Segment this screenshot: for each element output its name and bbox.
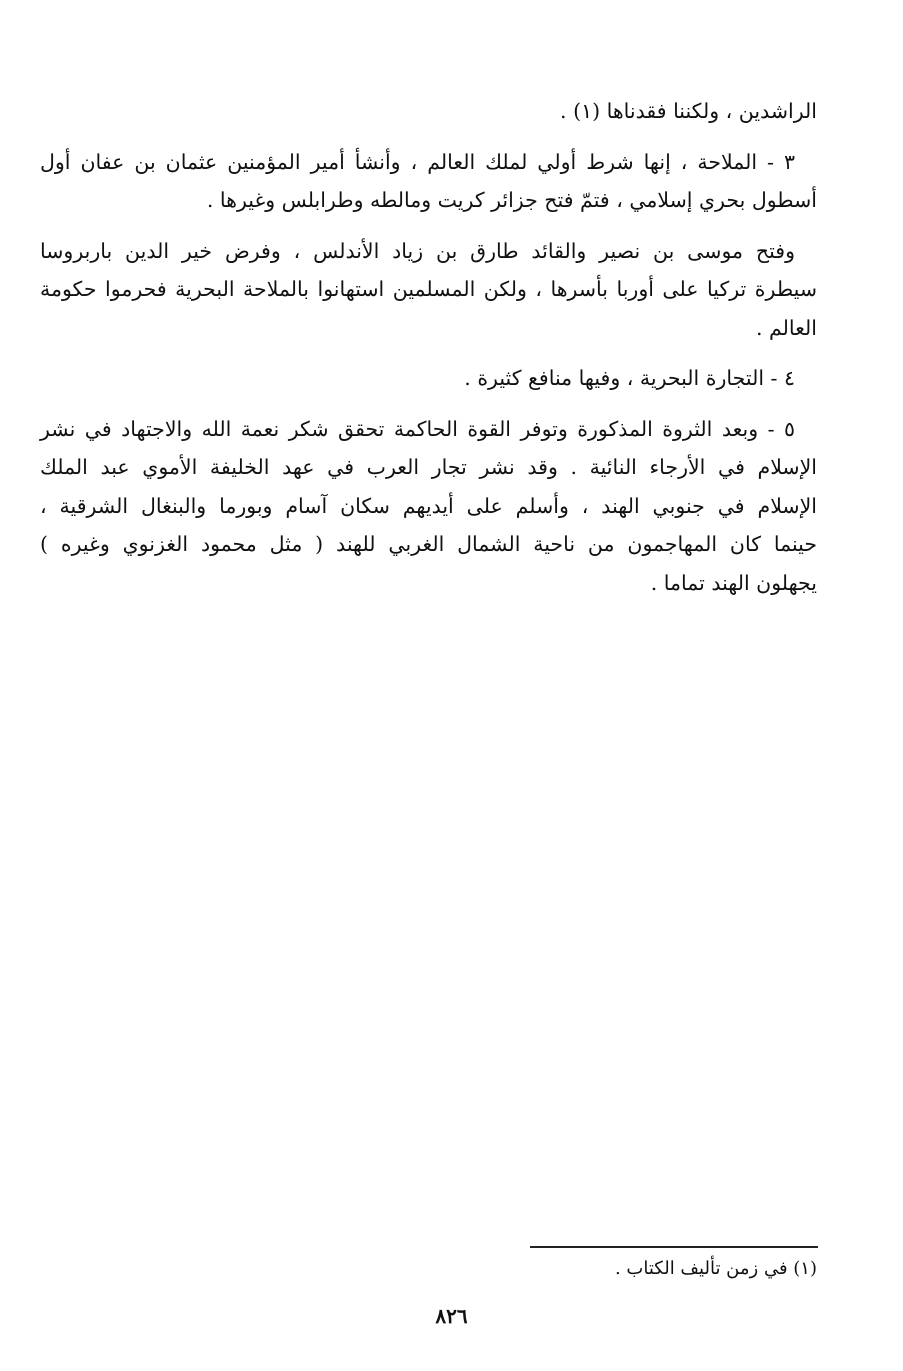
page-number: ٨٢٦ — [435, 1304, 468, 1328]
paragraph-2 — [40, 143, 817, 220]
paragraph-3 — [40, 232, 817, 348]
paragraph-1 — [40, 92, 817, 131]
text-line: الإسلام في جنوبي الهند ، وأسلم على أيديهم سكان آسام وبورما والبنغال الشرقية ، — [40, 493, 817, 518]
body-text — [40, 92, 817, 614]
text-line: ٤ - التجارة البحرية ، وفيها منافع كثيرة . — [464, 366, 795, 390]
paragraph-4 — [40, 359, 817, 398]
text-line: وفتح موسى بن نصير والقائد طارق بن زياد الأندلس ، وفرض خير الدين باربروسا — [40, 238, 795, 263]
text-line: ٥ - وبعد الثروة المذكورة وتوفر القوة الحاكمة تحقق شكر نعمة الله والاجتهاد في نشر — [40, 416, 795, 441]
paragraph-5 — [40, 410, 817, 603]
text-line: ٣ - الملاحة ، إنها شرط أولي لملك العالم ، وأنشأ أمير المؤمنين عثمان بن عفان أول — [40, 149, 795, 174]
text-line: حينما كان المهاجمون من ناحية الشمال الغربي للهند ( مثل محمود الغزنوي وغيره ) — [40, 532, 817, 556]
text-line: العالم . — [756, 315, 817, 340]
text-line: الإسلام في الأرجاء النائية . وقد نشر تجار العرب في عهد الخليفة الأموي عبد الملك — [40, 455, 817, 479]
text-line: أسطول بحري إسلامي ، فتمّ فتح جزائر كريت ومالطه وطرابلس وغيرها . — [206, 188, 817, 212]
footnote: (١) في زمن تأليف الكتاب . — [614, 1258, 817, 1279]
footnote-divider — [530, 1246, 818, 1248]
text-line: الراشدين ، ولكننا فقدناها (١) . — [560, 99, 817, 123]
text-line: يجهلون الهند تماما . — [650, 570, 817, 595]
text-line: سيطرة تركيا على أوربا بأسرها ، ولكن المسلمين استهانوا بالملاحة البحرية فحرموا حكومة — [40, 277, 817, 301]
